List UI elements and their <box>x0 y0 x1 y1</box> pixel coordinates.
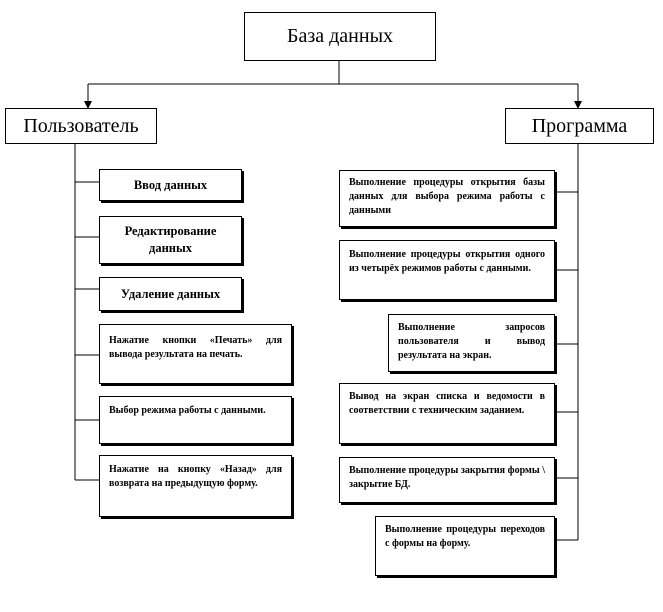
program-item-open-mode: Выполнение процедуры открытия одного из четырёх режимов работы с данными. <box>339 240 555 300</box>
program-item-open-db: Выполнение процедуры открытия базы данных для выбора режима работы с данными <box>339 170 555 227</box>
program-item-close: Выполнение процедуры закрытия формы \ закрытие БД. <box>339 457 555 503</box>
user-item-edit: Редактирование данных <box>99 216 242 264</box>
program-item-queries: Выполнение запросов пользователя и вывод результата на экран. <box>388 314 555 372</box>
user-item-input: Ввод данных <box>99 169 242 201</box>
program-node: Программа <box>505 108 654 144</box>
user-item-print: Нажатие кнопки «Печать» для вывода результата на печать. <box>99 324 292 384</box>
user-item-mode: Выбор режима работы с данными. <box>99 396 292 444</box>
program-item-navigation: Выполнение процедуры переходов с формы на форму. <box>375 516 555 576</box>
user-item-delete: Удаление данных <box>99 277 242 311</box>
user-item-back: Нажатие на кнопку «Назад» для возврата на предыдущую форму. <box>99 455 292 517</box>
program-item-report: Вывод на экран списка и ведомости в соответствии с техническим заданием. <box>339 383 555 444</box>
user-node: Пользователь <box>5 108 157 144</box>
root-node: База данных <box>244 12 436 61</box>
